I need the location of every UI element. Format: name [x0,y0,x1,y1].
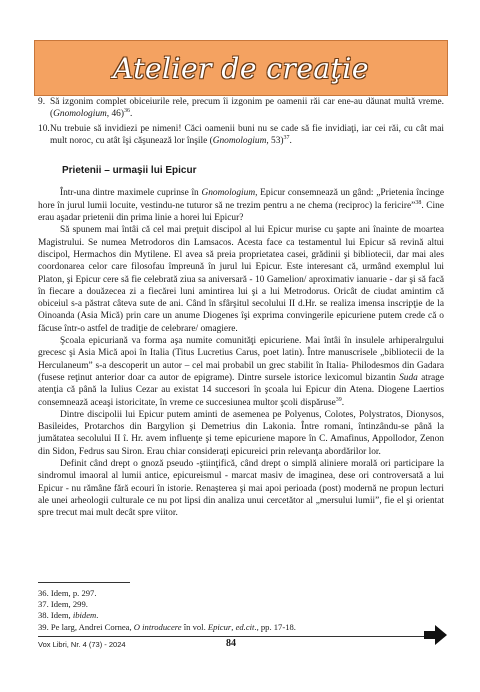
header-banner [34,40,448,96]
footnote: 39. Pe larg, Andrei Cornea, O introducere în vol. Epicur, ed.cit., pp. 17-18. [38,621,296,632]
footer-divider [38,636,444,637]
list-item: 9. Să izgonim complet obiceiurile rele, precum îi izgonim pe oamenii răi car ene-au dăunat multă vreme. (Gnomologium, 46)$^{36}$. [38,97,444,120]
header-title: Atelier de creaţie [113,51,369,85]
footnote: 36. Idem, p. 297. [38,588,97,598]
footnote-ref[interactable]: 36 [123,108,130,115]
footnote-ref[interactable]: 37 [283,134,290,141]
paragraph: Definit când drept o gnoză pseudo -ştiinţifică, când drept o simplă aliniere morală ori participare la sindromul imaoral al lumii antice, epicureismul - marcat masiv de imaginea, dese ori controversată a lui Epicur - nu rămâne fără ecouri în istorie. Renaşterea şi mai apoi perioada (post) modernă ne propun lecturi ale unei arheologii culturale ce nu pot lipsi din analiza unui cercetător al „mersului lumii”, fie el şi orientat spre trecut mai mult decât spre viitor. [38,459,444,519]
paragraph: Şcoala epicuriană va forma aşa numite comunităţi epicuriene. Mai întâi în insulele arhiperalrgului grecesc şi Asia Mică apoi în Italia (Titus Lucretius Carus, poet latin). Între manuscrisele „bibliotecii de la Herculaneum” s-a descoperit un autor – cel mai probabil un grec stabilit în Italia- Philodesmos din Gadara (fusese reţinut anterior doar ca autor de epigrame). Dintre sursele istorice lexicomul bizantin Suda atrage atenţia că până la Iulius Cezar au existat 14 succesori în şcoala lui Epicur din Atena. Diogene Laertios consemnează aceaşi istoricitate, în vreme ce succesiunea multor şcoli dispăruse$^{39}$. [38,336,445,408]
arrow-right-icon[interactable] [422,624,448,651]
paragraph: Dintre discipolii lui Epicur putem aminti de asemenea pe Polyenus, Colotes, Polystratos, Dionysos, Basileides, Protarchos din Bargylion şi Demetrius din Lakonia. Între romani, întinzându-se până la jumătatea secolului II î. Hr. avem influenţe şi teme epicuriene mapore în C. Amafinus, Appollodor, Zenon din Sidon, Fedrus sau Siron. Erau chiar considerați epicureici prin relevanţa abordărilor lor. [38,409,444,457]
paragraph: Să spunem mai întâi că cel mai preţuit discipol al lui Epicur murise cu şapte ani înainte de moartea Magistrului. Se numea Metrodoros din Lamsacos. Acesta face ca testamentul lui Epicur să revină altui discipol, Hermachos din Mytilene. El avea să preia proprietatea casei, grădinii şi bibliotecii, dar mai ales coordonarea celor care filosofau împreună în jurul lui Epicur. Este interesant că, urmând exemplul lui Platon, şi Epicur cere să fie celebrată ziua sa aniversară - 10 Gamelion/ aproximativ ianuarie - dar şi să facă în fiecare a douăzecea zi a fiecărei luni amintirea lui şi a lui Metrodorus. Oricât de ciudat amintim că obiceiul s-a păstrat câteva sute de ani. Când în sfârşitul secolului II d.Hr. se realiza imensa inscripţie de la Oinoanda (Asia Mică) prin care un anume Diogenes îşi exprima convingerile epicuriene putem crede că o făcuse într-o astfel de tradiţie de celebrare/ omagiere. [38,225,444,334]
section-heading: Prietenii – urmaşii lui Epicur [62,165,197,177]
quote-list [38,96,444,147]
footnote-ref[interactable]: 39 [335,396,342,403]
footnote: 37. Idem, 299. [38,599,88,610]
article-body [38,96,444,520]
footnotes [38,588,444,633]
footnote-ref[interactable]: 38 [415,199,422,206]
paragraph: Într-una dintre maximele cuprinse în Gnomologium, Epicur consemnează un gând: „Prietenia încinge hore în jurul lumii locuite, vestindu-ne tuturor să ne trezim pentru a ne chema (reciproc) la fericire”$^{38}$. Cine erau aşadar prietenii din prima linie a horei lui Epicur? [38,188,444,224]
page-number: 84 [226,638,236,649]
footnote-divider [38,582,130,583]
list-item: 10. Nu trebuie să invidiezi pe nimeni! Căci oamenii buni nu se cade să fie invidiaţi, iar cei răi, cu cât mai mult noroc, cu atât îşi căşunează lor înşile (Gnomologium, 53)$^{37}$. [38,123,444,146]
journal-info: Vox Libri, Nr. 4 (73) - 2024 [38,640,126,649]
footnote: 38. Idem, ibidem. [38,610,99,621]
